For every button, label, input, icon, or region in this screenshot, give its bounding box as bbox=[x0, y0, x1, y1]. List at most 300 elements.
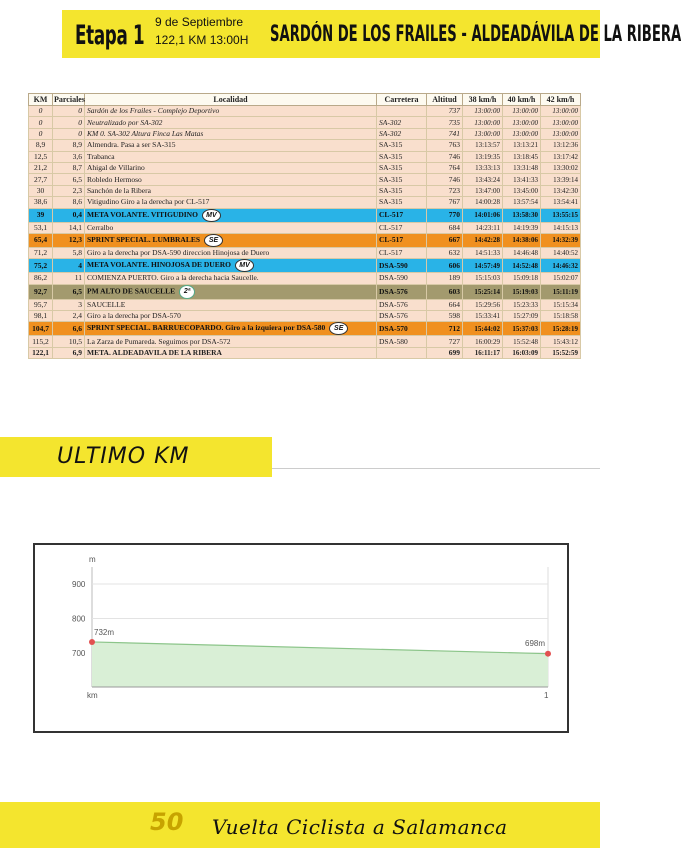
cell-text: 3 bbox=[78, 299, 82, 309]
end-altitude-label: 698m bbox=[525, 639, 546, 648]
table-row bbox=[29, 208, 581, 222]
cell-text: SA-302 bbox=[379, 128, 402, 138]
cell-loc bbox=[85, 162, 377, 173]
cell-t42 bbox=[541, 233, 581, 247]
cell-t42 bbox=[541, 151, 581, 162]
cell-text: 13:00:00 bbox=[512, 118, 538, 127]
cell-text: 13:00:00 bbox=[474, 107, 500, 116]
cell-t40 bbox=[503, 174, 541, 185]
cell-text: 13:55:15 bbox=[552, 211, 578, 220]
cell-text: 75,2 bbox=[33, 260, 48, 270]
cell-par bbox=[53, 233, 85, 247]
cell-t42 bbox=[541, 322, 581, 336]
table-row bbox=[29, 336, 581, 347]
cell-road bbox=[377, 197, 427, 208]
cell-road bbox=[377, 151, 427, 162]
cell-text: 14:32:39 bbox=[552, 236, 578, 245]
elevation-chart bbox=[35, 545, 567, 731]
cell-text: 15:52:48 bbox=[513, 337, 538, 346]
cell-text: 15:44:02 bbox=[474, 324, 500, 333]
sprint-special-badge-icon: SE bbox=[204, 234, 223, 247]
cell-t38 bbox=[463, 162, 503, 173]
anniversary-logo: 50 bbox=[150, 808, 184, 836]
cell-loc bbox=[85, 273, 377, 284]
cell-text: 8,9 bbox=[72, 140, 82, 150]
cell-text: 14:40:52 bbox=[553, 249, 578, 258]
cell-text: KM 0. SA-302 Altura Finca Las Matas bbox=[87, 128, 204, 138]
cell-text: SA-315 bbox=[379, 185, 403, 195]
cell-road bbox=[377, 311, 427, 322]
table-row bbox=[29, 311, 581, 322]
cell-par bbox=[53, 247, 85, 258]
cell-alt bbox=[427, 299, 463, 310]
cell-text: 13:00:00 bbox=[474, 129, 500, 138]
cell-text: 603 bbox=[448, 286, 460, 296]
cell-text: 11 bbox=[74, 273, 82, 283]
cell-text: 770 bbox=[448, 210, 460, 220]
cell-t42 bbox=[541, 299, 581, 310]
cell-road bbox=[377, 117, 427, 128]
mountain-prize-badge-icon: 2ª bbox=[179, 285, 195, 299]
cell-road bbox=[377, 336, 427, 347]
cell-text: 13:00:00 bbox=[552, 129, 578, 138]
cell-text: 86,2 bbox=[33, 273, 48, 283]
cell-text: 6,5 bbox=[72, 174, 82, 184]
cell-par bbox=[53, 259, 85, 273]
cell-text: 13:43:24 bbox=[475, 175, 500, 184]
cell-road bbox=[377, 233, 427, 247]
cell-t38 bbox=[463, 208, 503, 222]
cell-text: 0,4 bbox=[72, 210, 82, 220]
cell-t40 bbox=[503, 117, 541, 128]
cell-text: 0 bbox=[38, 106, 43, 116]
cell-text: 13:00:00 bbox=[512, 107, 538, 116]
cell-t38 bbox=[463, 106, 503, 117]
cell-km bbox=[29, 247, 53, 258]
ultimo-km-title: ULTIMO KM bbox=[57, 444, 190, 469]
stage-route: SARDÓN DE LOS FRAILES - ALDEADÁVILA DE LA RIBERA bbox=[270, 22, 681, 47]
cell-text: DSA-580 bbox=[379, 336, 408, 346]
cell-text: 15:09:18 bbox=[513, 274, 538, 283]
cell-text: 53,1 bbox=[33, 222, 48, 232]
cell-road bbox=[377, 162, 427, 173]
cell-text: 92,7 bbox=[33, 286, 48, 296]
col-header-42: 42 km/h bbox=[541, 94, 581, 106]
cell-t38 bbox=[463, 247, 503, 258]
table-row bbox=[29, 128, 581, 139]
cell-text: 13:13:57 bbox=[475, 141, 500, 150]
cell-text: 14,1 bbox=[68, 222, 82, 232]
footer-title: Vuelta Ciclista a Salamanca bbox=[212, 815, 508, 839]
cell-text: 14:38:06 bbox=[512, 236, 538, 245]
col-header-km: KM bbox=[29, 94, 53, 106]
cell-road bbox=[377, 284, 427, 299]
cell-t42 bbox=[541, 284, 581, 299]
cell-text: 39 bbox=[36, 210, 45, 220]
cell-t38 bbox=[463, 311, 503, 322]
cell-t40 bbox=[503, 311, 541, 322]
cell-text: SA-315 bbox=[379, 140, 403, 150]
cell-loc bbox=[85, 259, 377, 273]
cell-t40 bbox=[503, 106, 541, 117]
table-row bbox=[29, 273, 581, 284]
table-row bbox=[29, 347, 581, 358]
cell-km bbox=[29, 233, 53, 247]
cell-text: 13:17:42 bbox=[553, 152, 578, 161]
cell-alt bbox=[427, 162, 463, 173]
cell-t38 bbox=[463, 322, 503, 336]
cell-km bbox=[29, 151, 53, 162]
cell-t40 bbox=[503, 347, 541, 358]
cell-par bbox=[53, 174, 85, 185]
cell-text: SA-315 bbox=[379, 197, 403, 207]
cell-t42 bbox=[541, 208, 581, 222]
cell-t42 bbox=[541, 140, 581, 151]
col-header-carretera: Carretera bbox=[377, 94, 427, 106]
meta-volante-badge-icon: MV bbox=[202, 209, 221, 222]
cell-t40 bbox=[503, 322, 541, 336]
table-header-row bbox=[29, 94, 581, 106]
table-row bbox=[29, 117, 581, 128]
cell-par bbox=[53, 162, 85, 173]
stage-distance-time: 122,1 KM 13:00H bbox=[155, 33, 249, 47]
cell-par bbox=[53, 185, 85, 196]
cell-alt bbox=[427, 185, 463, 196]
cell-loc bbox=[85, 197, 377, 208]
cell-text: META VOLANTE. HINOJOSA DE DUERO bbox=[87, 260, 231, 270]
cell-alt bbox=[427, 174, 463, 185]
cell-km bbox=[29, 222, 53, 233]
cell-km bbox=[29, 117, 53, 128]
cell-text: 0 bbox=[38, 128, 43, 138]
cell-text: 0 bbox=[78, 128, 82, 138]
cell-text: 723 bbox=[448, 185, 460, 195]
cell-text: 13:00:00 bbox=[552, 107, 578, 116]
cell-km bbox=[29, 322, 53, 336]
elevation-profile bbox=[33, 543, 569, 733]
meta-volante-badge-icon: MV bbox=[235, 259, 254, 272]
cell-text: 15:23:33 bbox=[513, 300, 538, 309]
cell-text: SA-315 bbox=[379, 151, 403, 161]
table-row bbox=[29, 174, 581, 185]
cell-text: 115,2 bbox=[32, 336, 49, 346]
cell-text: 0 bbox=[38, 117, 43, 127]
cell-text: 15:02:07 bbox=[553, 274, 578, 283]
cell-text: 15:52:59 bbox=[552, 349, 578, 358]
cell-t38 bbox=[463, 128, 503, 139]
cell-text: Cerralbo bbox=[87, 222, 114, 232]
y-tick-label: 700 bbox=[72, 649, 86, 658]
cell-text: 13:13:21 bbox=[513, 141, 538, 150]
cell-t38 bbox=[463, 284, 503, 299]
cell-t42 bbox=[541, 259, 581, 273]
cell-text: 13:18:45 bbox=[513, 152, 538, 161]
cell-alt bbox=[427, 151, 463, 162]
cell-text: SPRINT SPECIAL. LUMBRALES bbox=[87, 235, 201, 245]
cell-text: 763 bbox=[448, 140, 460, 150]
cell-text: 14:19:39 bbox=[513, 223, 538, 232]
table-row bbox=[29, 233, 581, 247]
cell-text: Sanchón de la Ribera bbox=[87, 185, 151, 195]
cell-par bbox=[53, 347, 85, 358]
cell-road bbox=[377, 347, 427, 358]
cell-t42 bbox=[541, 336, 581, 347]
table-row bbox=[29, 247, 581, 258]
cell-text: PM ALTO DE SAUCELLE bbox=[87, 286, 176, 296]
cell-road bbox=[377, 140, 427, 151]
table-row bbox=[29, 299, 581, 310]
cell-text: 14:46:32 bbox=[552, 261, 578, 270]
cell-text: 16:00:29 bbox=[475, 337, 500, 346]
end-marker bbox=[545, 651, 551, 657]
cell-alt bbox=[427, 336, 463, 347]
cell-t38 bbox=[463, 336, 503, 347]
sprint-special-badge-icon: SE bbox=[329, 322, 348, 335]
cell-text: 15:15:03 bbox=[475, 274, 500, 283]
cell-alt bbox=[427, 117, 463, 128]
cell-t42 bbox=[541, 311, 581, 322]
cell-km bbox=[29, 284, 53, 299]
cell-text: 13:00:00 bbox=[552, 118, 578, 127]
cell-text: Vitigudino Giro a la derecha por CL-517 bbox=[87, 197, 210, 207]
cell-text: Sardón de los Frailes - Complejo Deportivo bbox=[87, 106, 220, 116]
table-row bbox=[29, 140, 581, 151]
cell-text: 8,7 bbox=[72, 163, 82, 173]
cell-road bbox=[377, 273, 427, 284]
cell-text: 14:23:11 bbox=[475, 223, 500, 232]
cell-alt bbox=[427, 247, 463, 258]
cell-text: DSA-570 bbox=[379, 323, 408, 333]
cell-t42 bbox=[541, 162, 581, 173]
cell-text: SAUCELLE bbox=[87, 299, 126, 309]
cell-text: 13:30:02 bbox=[553, 164, 578, 173]
cell-km bbox=[29, 140, 53, 151]
cell-alt bbox=[427, 128, 463, 139]
table-row bbox=[29, 162, 581, 173]
cell-alt bbox=[427, 284, 463, 299]
cell-text: 8,6 bbox=[72, 197, 82, 207]
cell-text: 13:47:00 bbox=[475, 186, 500, 195]
cell-text: 15:19:03 bbox=[512, 287, 538, 296]
cell-loc bbox=[85, 208, 377, 222]
col-header-40: 40 km/h bbox=[503, 94, 541, 106]
cell-t40 bbox=[503, 222, 541, 233]
cell-road bbox=[377, 299, 427, 310]
cell-km bbox=[29, 162, 53, 173]
cell-text: CL-517 bbox=[379, 210, 404, 220]
cell-text: 667 bbox=[448, 235, 460, 245]
cell-alt bbox=[427, 197, 463, 208]
cell-t40 bbox=[503, 259, 541, 273]
cell-road bbox=[377, 128, 427, 139]
cell-t40 bbox=[503, 128, 541, 139]
cell-text: 2,4 bbox=[72, 311, 82, 321]
cell-alt bbox=[427, 311, 463, 322]
cell-t38 bbox=[463, 174, 503, 185]
cell-text: 65,4 bbox=[33, 235, 48, 245]
cell-text: DSA-590 bbox=[379, 260, 408, 270]
cell-par bbox=[53, 117, 85, 128]
cell-t40 bbox=[503, 336, 541, 347]
cell-text: CL-517 bbox=[379, 222, 403, 232]
x-axis-unit: km bbox=[87, 691, 98, 700]
start-marker bbox=[89, 639, 95, 645]
cell-text: 699 bbox=[448, 348, 460, 358]
cell-t38 bbox=[463, 233, 503, 247]
cell-text: 746 bbox=[448, 174, 460, 184]
cell-text: 14:42:28 bbox=[474, 236, 500, 245]
table-row bbox=[29, 259, 581, 273]
cell-text: La Zarza de Pumareda. Seguimos por DSA-572 bbox=[87, 336, 231, 346]
cell-km bbox=[29, 208, 53, 222]
cell-t40 bbox=[503, 233, 541, 247]
cell-par bbox=[53, 106, 85, 117]
cell-t38 bbox=[463, 117, 503, 128]
cell-text: 767 bbox=[448, 197, 460, 207]
cell-text: Neutralizado por SA-302 bbox=[87, 117, 163, 127]
cell-t40 bbox=[503, 273, 541, 284]
cell-text: 13:39:14 bbox=[553, 175, 578, 184]
cell-text: 632 bbox=[448, 248, 460, 258]
cell-text: 14:52:48 bbox=[512, 261, 538, 270]
cell-t40 bbox=[503, 151, 541, 162]
col-header-localidad: Localidad bbox=[85, 94, 377, 106]
cell-text: 122,1 bbox=[32, 348, 49, 358]
cell-text: 13:00:00 bbox=[512, 129, 538, 138]
cell-text: 13:42:30 bbox=[553, 186, 578, 195]
cell-text: CL-517 bbox=[379, 248, 403, 258]
cell-text: 0 bbox=[78, 117, 82, 127]
cell-text: 15:29:56 bbox=[475, 300, 500, 309]
cell-text: 746 bbox=[448, 151, 460, 161]
cell-t40 bbox=[503, 299, 541, 310]
cell-text: 15:43:12 bbox=[553, 337, 578, 346]
y-axis-unit: m bbox=[89, 555, 96, 564]
cell-text: Giro a la derecha por DSA-590 direccion Hinojosa de Duero bbox=[87, 248, 270, 258]
cell-text: 15:28:19 bbox=[552, 324, 578, 333]
cell-text: 95,7 bbox=[33, 299, 48, 309]
cell-text: 14:57:49 bbox=[474, 261, 500, 270]
cell-text: CL-517 bbox=[379, 235, 404, 245]
cell-text: 21,2 bbox=[33, 163, 48, 173]
cell-par bbox=[53, 284, 85, 299]
cell-par bbox=[53, 322, 85, 336]
cell-text: Almendra. Pasa a ser SA-315 bbox=[87, 140, 176, 150]
cell-loc bbox=[85, 185, 377, 196]
cell-km bbox=[29, 106, 53, 117]
cell-text: 15:27:09 bbox=[513, 312, 538, 321]
cell-loc bbox=[85, 128, 377, 139]
cell-t42 bbox=[541, 222, 581, 233]
x-axis-end-label: 1 bbox=[544, 691, 549, 700]
cell-text: SA-302 bbox=[379, 117, 402, 127]
cell-text: COMIENZA PUERTO. Giro a la derecha hacia Saucelle. bbox=[87, 273, 259, 283]
cell-t42 bbox=[541, 174, 581, 185]
cell-text: 606 bbox=[448, 260, 460, 270]
cell-text: 4 bbox=[78, 260, 82, 270]
y-tick-label: 800 bbox=[72, 614, 86, 624]
cell-text: 8,9 bbox=[35, 140, 46, 150]
cell-par bbox=[53, 151, 85, 162]
cell-text: 13:33:13 bbox=[475, 164, 500, 173]
cell-loc bbox=[85, 117, 377, 128]
cell-text: 15:25:14 bbox=[474, 287, 500, 296]
profile-area bbox=[92, 642, 548, 687]
cell-text: 13:45:00 bbox=[513, 186, 538, 195]
cell-text: 12,3 bbox=[68, 235, 82, 245]
cell-text: 735 bbox=[448, 117, 460, 127]
cell-text: 13:12:36 bbox=[553, 141, 578, 150]
cell-t40 bbox=[503, 197, 541, 208]
table-row bbox=[29, 322, 581, 336]
cell-t42 bbox=[541, 106, 581, 117]
cell-t40 bbox=[503, 208, 541, 222]
stage-label: Etapa 1 bbox=[75, 20, 145, 51]
cell-loc bbox=[85, 284, 377, 299]
cell-text: 2,3 bbox=[72, 185, 82, 195]
cell-loc bbox=[85, 151, 377, 162]
cell-t42 bbox=[541, 128, 581, 139]
cell-par bbox=[53, 222, 85, 233]
table-row bbox=[29, 284, 581, 299]
col-header-altitud: Altitud bbox=[427, 94, 463, 106]
cell-text: 189 bbox=[448, 273, 460, 283]
cell-t38 bbox=[463, 151, 503, 162]
cell-loc bbox=[85, 106, 377, 117]
cell-text: SA-315 bbox=[379, 163, 403, 173]
cell-text: 14:00:28 bbox=[475, 198, 500, 207]
cell-text: Robledo Hermoso bbox=[87, 174, 142, 184]
cell-road bbox=[377, 322, 427, 336]
cell-km bbox=[29, 347, 53, 358]
cell-road bbox=[377, 185, 427, 196]
cell-t42 bbox=[541, 197, 581, 208]
cell-par bbox=[53, 208, 85, 222]
cell-text: 14:15:13 bbox=[553, 223, 578, 232]
cell-par bbox=[53, 197, 85, 208]
cell-km bbox=[29, 299, 53, 310]
cell-text: Trabanca bbox=[87, 151, 115, 161]
cell-road bbox=[377, 174, 427, 185]
cell-t38 bbox=[463, 347, 503, 358]
cell-text: 6,9 bbox=[72, 348, 82, 358]
cell-text: 15:37:03 bbox=[512, 324, 538, 333]
cell-km bbox=[29, 311, 53, 322]
cell-text: 38,6 bbox=[33, 197, 48, 207]
cell-loc bbox=[85, 222, 377, 233]
cell-text: 15:33:41 bbox=[475, 312, 500, 321]
table-row bbox=[29, 222, 581, 233]
cell-road bbox=[377, 106, 427, 117]
cell-km bbox=[29, 259, 53, 273]
col-header-38: 38 km/h bbox=[463, 94, 503, 106]
cell-text: 3,6 bbox=[72, 151, 82, 161]
cell-road bbox=[377, 247, 427, 258]
cell-par bbox=[53, 140, 85, 151]
cell-t40 bbox=[503, 140, 541, 151]
cell-text: 664 bbox=[448, 299, 460, 309]
cell-t40 bbox=[503, 162, 541, 173]
cell-t42 bbox=[541, 247, 581, 258]
table-row bbox=[29, 106, 581, 117]
cell-km bbox=[29, 197, 53, 208]
cell-par bbox=[53, 336, 85, 347]
cell-text: 104,7 bbox=[32, 323, 49, 333]
cell-alt bbox=[427, 259, 463, 273]
cell-loc bbox=[85, 247, 377, 258]
cell-text: 12,5 bbox=[33, 151, 48, 161]
cell-text: 741 bbox=[448, 128, 460, 138]
